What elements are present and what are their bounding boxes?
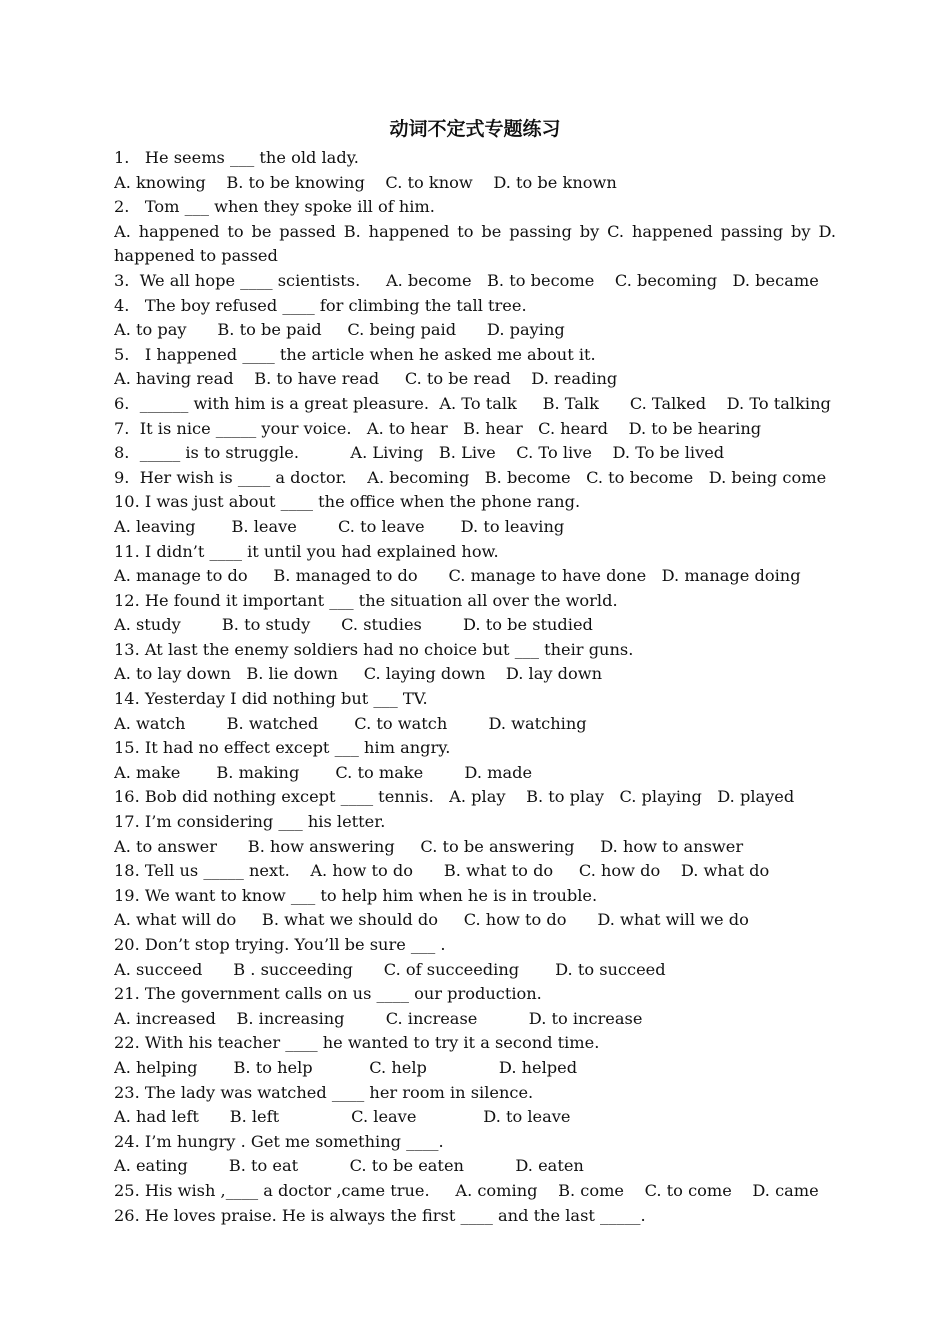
exercise-line: 10. I was just about ____ the office when the phone rang.	[114, 492, 581, 512]
exercise-line: 12. He found it important ___ the situation all over the world.	[114, 590, 618, 610]
exercise-line: A. helping B. to help C. help D. helped	[114, 1057, 578, 1077]
exercise-line: 8. _____ is to struggle. A. Living B. Live C. To live D. To be lived	[114, 443, 725, 463]
exercise-line: A. to pay B. to be paid C. being paid D. paying	[114, 320, 565, 340]
exercise-line: 19. We want to know ___ to help him when he is in trouble.	[114, 885, 598, 905]
exercise-line: 4. The boy refused ____ for climbing the tall tree.	[114, 295, 527, 315]
exercise-line: A. watch B. watched C. to watch D. watching	[114, 713, 587, 733]
exercise-line: 20. Don’t stop trying. You’ll be sure ___ .	[114, 935, 446, 954]
exercise-line: A. study B. to study C. studies D. to be studied	[114, 615, 593, 635]
document-title: 动词不定式专题练习	[389, 118, 561, 140]
exercise-line: A. increased B. increasing C. increase D. to increase	[114, 1008, 643, 1028]
exercise-line: 2. Tom ___ when they spoke ill of him.	[114, 197, 435, 217]
exercise-line: 23. The lady was watched ____ her room in silence.	[114, 1082, 534, 1102]
exercise-line: A. succeed B . succeeding C. of succeeding D. to succeed	[114, 959, 666, 979]
exercise-line: A. to answer B. how answering C. to be answering D. how to answer	[114, 836, 744, 856]
exercise-line: 5. I happened ____ the article when he asked me about it.	[114, 344, 596, 364]
exercise-line: 3. We all hope ____ scientists. A. become B. to become C. becoming D. became	[114, 270, 819, 290]
exercise-line: A. manage to do B. managed to do C. manage to have done D. manage doing	[114, 566, 801, 586]
exercise-line: A. eating B. to eat C. to be eaten D. eaten	[114, 1156, 584, 1176]
exercise-line: 25. His wish ,____ a doctor ,came true. A. coming B. come C. to come D. came	[114, 1180, 819, 1200]
exercise-list	[114, 146, 836, 1228]
exercise-line: 21. The government calls on us ____ our production.	[114, 984, 542, 1004]
exercise-line: 16. Bob did nothing except ____ tennis. A. play B. to play C. playing D. played	[114, 787, 795, 807]
exercise-line: 17. I’m considering ___ his letter.	[114, 812, 386, 832]
exercise-line: 26. He loves praise. He is always the first ____ and the last _____.	[114, 1205, 646, 1225]
document-page	[114, 112, 836, 1228]
exercise-line: happened to passed	[114, 246, 278, 266]
exercise-line: A. make B. making C. to make D. made	[114, 762, 533, 782]
exercise-line: 22. With his teacher ____ he wanted to try it a second time.	[114, 1033, 600, 1053]
exercise-line: A. leaving B. leave C. to leave D. to leaving	[114, 516, 565, 536]
exercise-line: A. having read B. to have read C. to be read D. reading	[114, 369, 618, 389]
exercise-line: 6. ______ with him is a great pleasure. A. To talk B. Talk C. Talked D. To talking	[114, 393, 831, 413]
exercise-line: 18. Tell us _____ next. A. how to do B. what to do C. how do D. what do	[114, 861, 770, 881]
exercise-line: 13. At last the enemy soldiers had no choice but ___ their guns.	[114, 639, 634, 659]
exercise-line: A. happened to be passed B. happened to be passing by C. happened passing by D.	[114, 221, 836, 241]
exercise-line: 24. I’m hungry . Get me something ____.	[114, 1131, 444, 1151]
exercise-line: A. knowing B. to be knowing C. to know D. to be known	[114, 172, 617, 192]
exercise-line: A. to lay down B. lie down C. laying down D. lay down	[114, 664, 603, 684]
exercise-line: 7. It is nice _____ your voice. A. to hear B. hear C. heard D. to be hearing	[114, 418, 762, 438]
exercise-line: 15. It had no effect except ___ him angry.	[114, 738, 451, 758]
exercise-line: 11. I didn’t ____ it until you had explained how.	[114, 541, 499, 561]
exercise-line: 14. Yesterday I did nothing but ___ TV.	[114, 689, 428, 709]
exercise-line: 9. Her wish is ____ a doctor. A. becoming B. become C. to become D. being come	[114, 467, 827, 487]
exercise-line: A. had left B. left C. leave D. to leave	[114, 1107, 571, 1127]
exercise-line: A. what will do B. what we should do C. how to do D. what will we do	[114, 910, 749, 930]
exercise-line: 1. He seems ___ the old lady.	[114, 148, 359, 167]
